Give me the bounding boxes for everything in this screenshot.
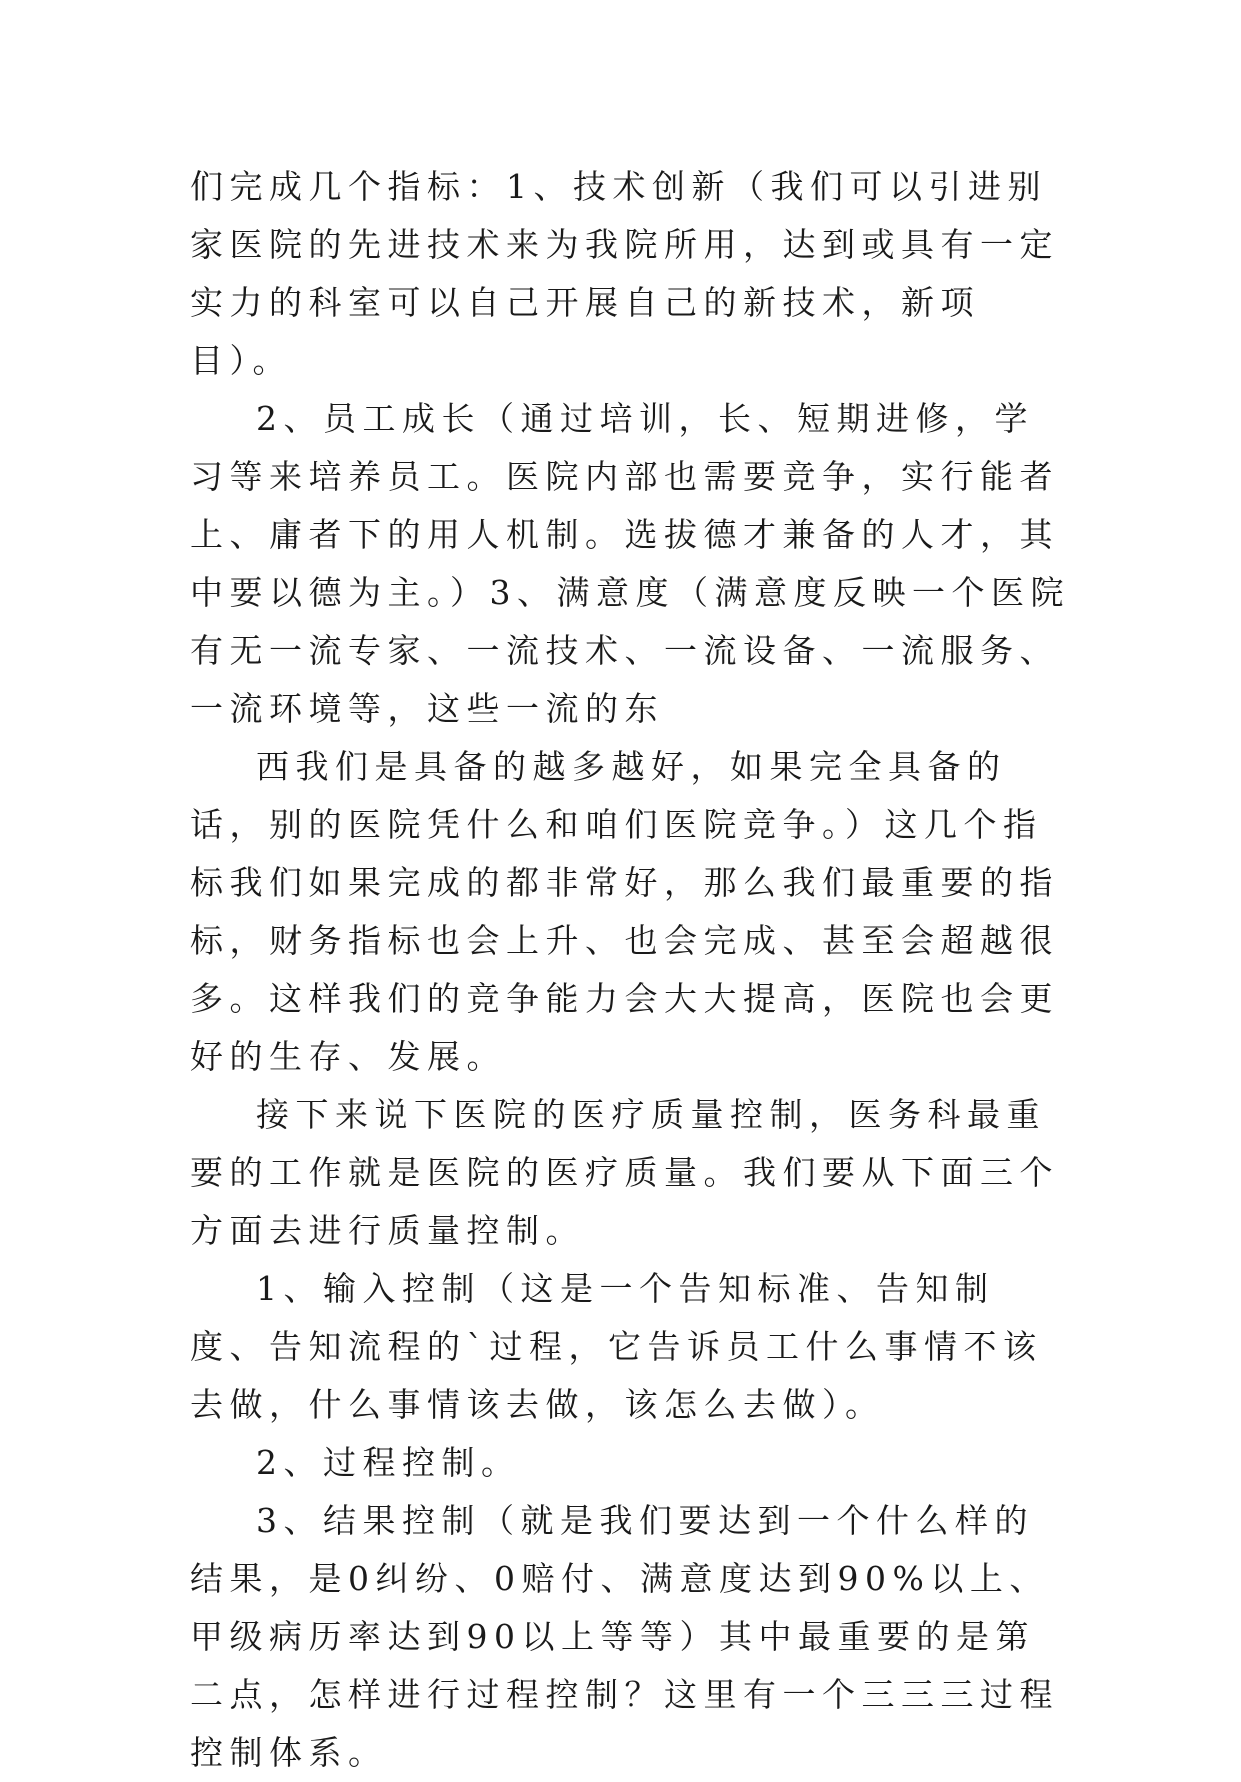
paragraph-7: 3、结果控制（就是我们要达到一个什么样的结果，是0纠纷、0赔付、满意度达到90%以上、甲级病历率达到90以上等等）其中最重要的是第二点，怎样进行过程控制？这里有一个三三三过程控制体系。 (190, 1501, 1059, 1772)
paragraph-2: 2、员工成长（通过培训，长、短期进修，学习等来培养员工。医院内部也需要竞争，实行能者上、庸者下的用人机制。选拔德才兼备的人才，其中要以德为主。）3、满意度（满意度反映一个医院有无一流专家、一流技术、一流设备、一流服务、一流环境等，这些一流的东 (190, 399, 1070, 728)
paragraph-3: 西我们是具备的越多越好，如果完全具备的话，别的医院凭什么和咱们医院竞争。）这几个指标我们如果完成的都非常好，那么我们最重要的指标，财务指标也会上升、也会完成、甚至会超越很多。这样我们的竞争能力会大大提高，医院也会更好的生存、发展。 (190, 747, 1059, 1076)
paragraph-5: 1、输入控制（这是一个告知标准、告知制度、告知流程的`过程，它告诉员工什么事情不该去做，什么事情该去做，该怎么去做）。 (190, 1269, 1043, 1424)
document-body (190, 158, 1070, 1782)
paragraph-6: 2、过程控制。 (256, 1443, 521, 1482)
paragraph-4: 接下来说下医院的医疗质量控制，医务科最重要的工作就是医院的医疗质量。我们要从下面三个方面去进行质量控制。 (190, 1095, 1059, 1250)
paragraph-1: 们完成几个指标：1、技术创新（我们可以引进别家医院的先进技术来为我院所用，达到或具有一定实力的科室可以自己开展自己的新技术，新项目）。 (190, 167, 1059, 380)
